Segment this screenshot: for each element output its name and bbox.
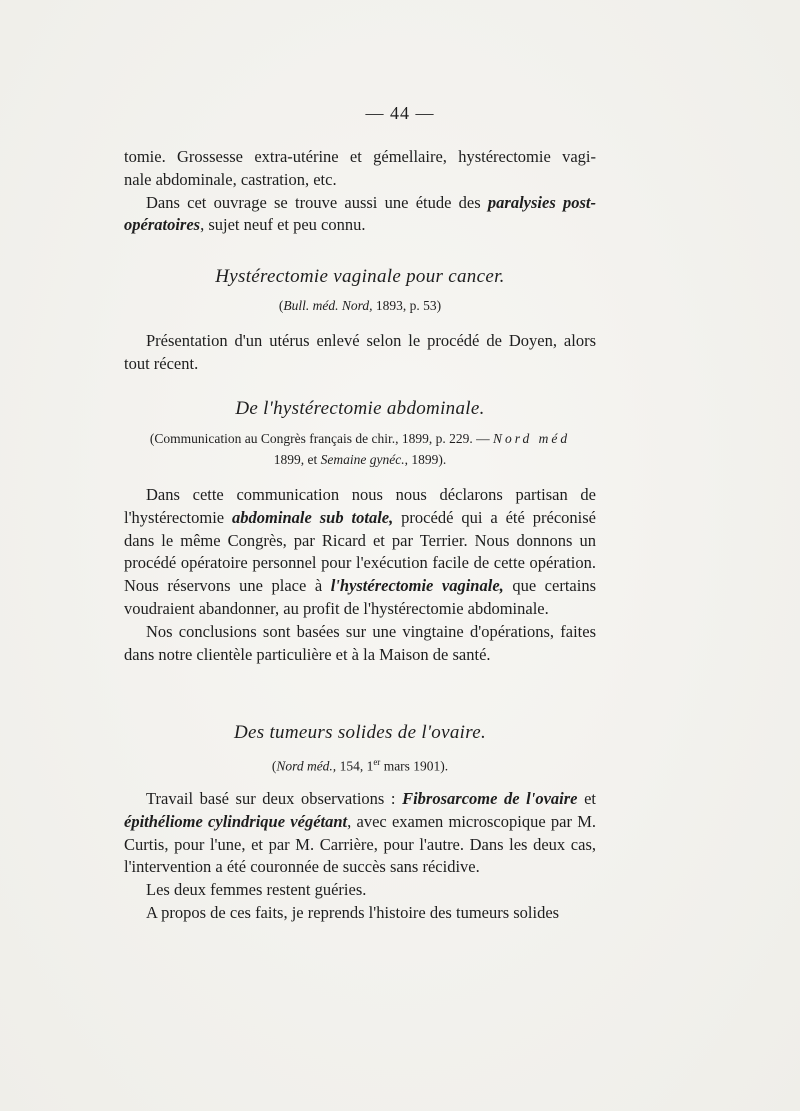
page-number: — 44 —: [365, 103, 435, 123]
section-ref-ovaire: (Nord méd., 154, 1er mars 1901).: [271, 757, 449, 774]
intro-line-2: nale abdominale, castration, etc.: [124, 169, 337, 189]
intro-block: [124, 146, 596, 237]
section-body-vaginale: [124, 330, 596, 376]
paragraph-abdominale-1: Dans cette communication nous nous déclarons partisan de l'hystérectomie abdominale sub totale, procédé qui a été préconisé dans le même Congrès, par Ricard et par Terrier. Nous donnons un procédé opératoire personnel pour l'exécution facile de cette opération. Nous réservons une place à l'hystérectomie vaginale, que certains voudraient abandonner, au profit de l'hystérectomie abdominale.: [124, 485, 596, 618]
section-title-vaginale: Hystérectomie vaginale pour cancer.: [215, 266, 505, 287]
paragraph-ovaire-1: Travail basé sur deux observations : Fibrosarcome de l'ovaire et épithéliome cylindrique végétant, avec examen microscopique par M. Curtis, pour l'une, et par M. Carrière, pour l'autre. Dans les deux cas, l'intervention a été couronnée de succès sans récidive.: [124, 789, 596, 877]
section-body-ovaire: [124, 788, 596, 925]
intro-paragraph-2: Dans cet ouvrage se trouve aussi une étude des paralysies post-opératoires, sujet neuf et peu connu.: [124, 192, 596, 235]
section-body-abdominale: [124, 484, 596, 666]
paragraph-vaginale: Présentation d'un utérus enlevé selon le procédé de Doyen, alors tout récent.: [124, 331, 596, 373]
section-title-abdominale: De l'hystérectomie abdominale.: [235, 398, 485, 419]
section-ref-abdominale: (Communication au Congrès français de chir., 1899, p. 229. — Nord méd 1899, et Semaine gynéc., 1899).: [149, 431, 571, 467]
paragraph-ovaire-2: Les deux femmes restent guéries.: [146, 880, 367, 900]
paragraph-abdominale-2: Nos conclusions sont basées sur une vingtaine d'opérations, faites dans notre clientèle particulière et à la Maison de santé.: [124, 621, 596, 664]
intro-line-1: tomie. Grossesse extra-utérine et gémellaire, hystérectomie vagi-: [124, 147, 596, 166]
section-title-ovaire: Des tumeurs solides de l'ovaire.: [233, 722, 486, 743]
section-ref-vaginale: (Bull. méd. Nord, 1893, p. 53): [278, 298, 442, 313]
paragraph-ovaire-3: A propos de ces faits, je reprends l'histoire des tumeurs solides: [146, 902, 560, 922]
